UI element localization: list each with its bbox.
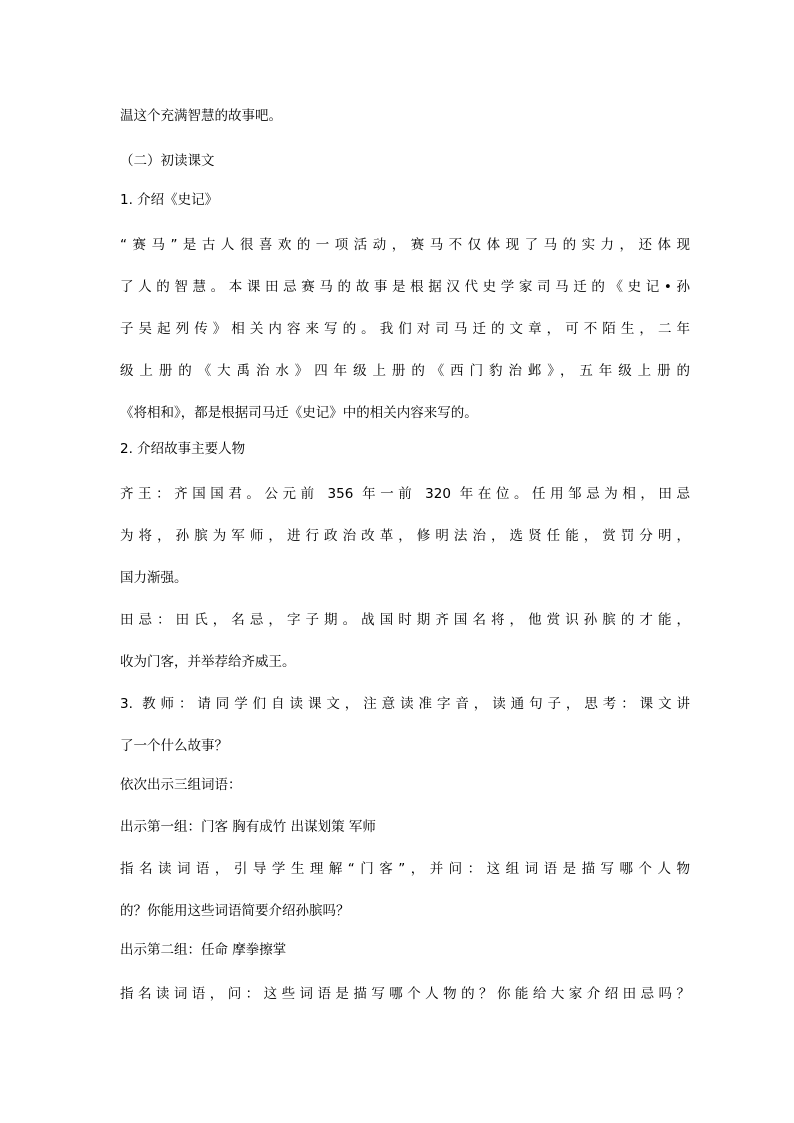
paragraph-6-line-1: 指名读词语，问：这些词语是描写哪个人物的？你能给大家介绍田忌吗？ xyxy=(120,986,690,1002)
paragraph-5-line-2: 的？你能用这些词语简要介绍孙膑吗？ xyxy=(120,903,350,919)
paragraph-1-line-5: 《将相和》，都是根据司马迁《史记》中的相关内容来写的。 xyxy=(120,405,478,421)
word-group-1: 出示第一组：门客 胸有成竹 出谋划策 军师 xyxy=(120,819,376,835)
word-group-2: 出示第二组：任命 摩拳擦掌 xyxy=(120,942,287,958)
paragraph-4-line-1: 3. 教师：请同学们自读课文，注意读准字音，读通句子，思考：课文讲 xyxy=(120,696,690,712)
text-line-1: 温这个充满智慧的故事吧。 xyxy=(120,108,282,124)
paragraph-3-line-1: 田忌：田氏，名忌，字子期。战国时期齐国名将，他赏识孙膑的才能， xyxy=(120,612,690,628)
subheading-2: 2. 介绍故事主要人物 xyxy=(120,441,246,457)
paragraph-1-line-1: “赛马”是古人很喜欢的一项活动，赛马不仅体现了马的实力，还体现 xyxy=(120,237,690,253)
paragraph-3-line-2: 收为门客，并举荐给齐威王。 xyxy=(120,654,296,670)
paragraph-1-line-2: 了人的智慧。本课田忌赛马的故事是根据汉代史学家司马迁的《史记•孙 xyxy=(120,279,690,295)
paragraph-5-line-1: 指名读词语，引导学生理解“门客”，并问：这组词语是描写哪个人物 xyxy=(120,861,690,877)
text-line-list-intro: 依次出示三组词语： xyxy=(120,777,242,793)
paragraph-4-line-2: 了一个什么故事？ xyxy=(120,738,228,754)
paragraph-2-line-2: 为将，孙膑为军师，进行政治改革，修明法治，选贤任能，赏罚分明， xyxy=(120,528,690,544)
paragraph-1-line-3: 子吴起列传》相关内容来写的。我们对司马迁的文章，可不陌生，二年 xyxy=(120,321,690,337)
paragraph-2-line-3: 国力渐强。 xyxy=(120,570,188,586)
subheading-1: 1. 介绍《史记》 xyxy=(120,192,219,208)
section-heading: （二）初读课文 xyxy=(120,153,215,169)
paragraph-2-line-1: 齐王：齐国国君。公元前 356 年一前 320 年在位。任用邹忌为相，田忌 xyxy=(120,486,690,502)
paragraph-1-line-4: 级上册的《大禹治水》四年级上册的《西门豹治邺》，五年级上册的 xyxy=(120,363,690,379)
